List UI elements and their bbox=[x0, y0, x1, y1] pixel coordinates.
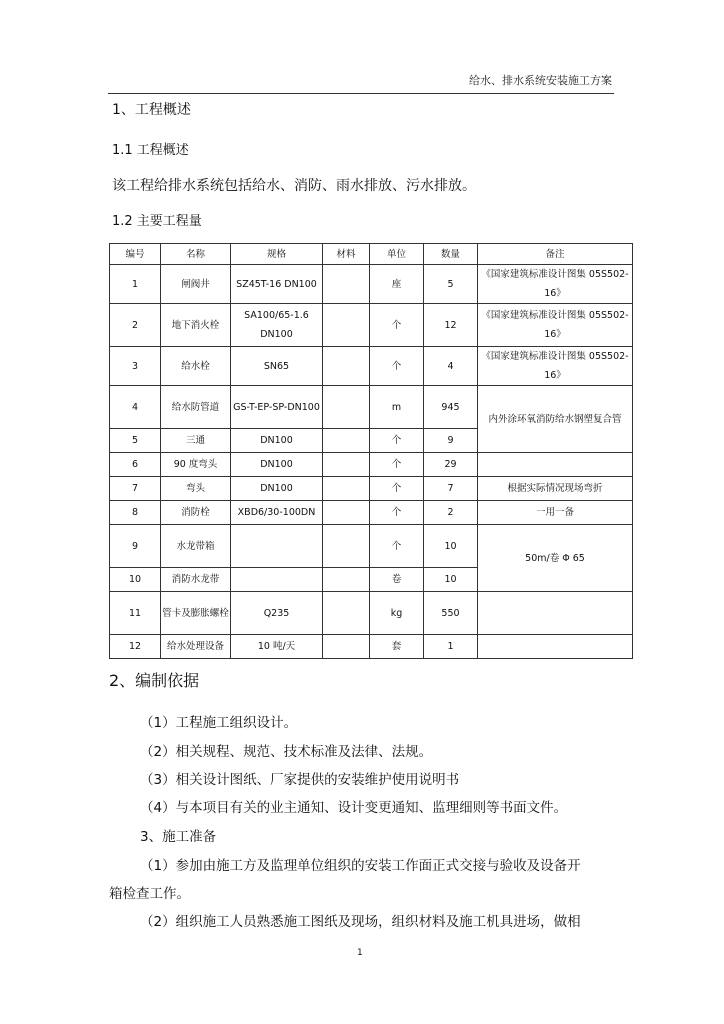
cell-note bbox=[478, 453, 633, 477]
cell-spec: Q235 bbox=[231, 592, 323, 635]
subsection-1-1-heading: 1.1 工程概述 bbox=[112, 143, 189, 158]
cell-unit: 个 bbox=[370, 501, 424, 525]
cell-qty: 550 bbox=[424, 592, 478, 635]
cell-spec: GS-T-EP-SP-DN100 bbox=[231, 386, 323, 429]
cell-qty: 4 bbox=[424, 347, 478, 386]
cell-material bbox=[323, 592, 370, 635]
cell-name: 弯头 bbox=[161, 477, 231, 501]
cell-no: 1 bbox=[110, 265, 161, 304]
cell-no: 9 bbox=[110, 525, 161, 568]
cell-note: 《国家建筑标准设计图集 05S502-16》 bbox=[478, 265, 633, 304]
cell-unit: 个 bbox=[370, 429, 424, 453]
cell-qty: 1 bbox=[424, 635, 478, 659]
cell-unit: 个 bbox=[370, 453, 424, 477]
cell-unit: 个 bbox=[370, 347, 424, 386]
overview-paragraph: 该工程给排水系统包括给水、消防、雨水排放、污水排放。 bbox=[112, 178, 476, 194]
cell-material bbox=[323, 386, 370, 429]
cell-note-merged: 50m/卷 Φ 65 bbox=[478, 525, 633, 592]
header-material: 材料 bbox=[323, 244, 370, 265]
cell-name: 消防水龙带 bbox=[161, 568, 231, 592]
cell-no: 10 bbox=[110, 568, 161, 592]
header-no: 编号 bbox=[110, 244, 161, 265]
cell-unit: 个 bbox=[370, 477, 424, 501]
cell-material bbox=[323, 635, 370, 659]
header-unit: 单位 bbox=[370, 244, 424, 265]
cell-no: 6 bbox=[110, 453, 161, 477]
cell-qty: 2 bbox=[424, 501, 478, 525]
cell-name: 管卡及膨胀螺栓 bbox=[161, 592, 231, 635]
cell-material bbox=[323, 477, 370, 501]
cell-note: 根据实际情况现场弯折 bbox=[478, 477, 633, 501]
cell-note: 一用一备 bbox=[478, 501, 633, 525]
cell-qty: 10 bbox=[424, 525, 478, 568]
cell-no: 12 bbox=[110, 635, 161, 659]
cell-spec: DN100 bbox=[231, 453, 323, 477]
cell-no: 3 bbox=[110, 347, 161, 386]
header-spec: 规格 bbox=[231, 244, 323, 265]
cell-unit: 套 bbox=[370, 635, 424, 659]
cell-material bbox=[323, 501, 370, 525]
basis-item-4: （4）与本项目有关的业主通知、设计变更通知、监理细则等书面文件。 bbox=[140, 800, 568, 816]
cell-material bbox=[323, 304, 370, 347]
cell-material bbox=[323, 429, 370, 453]
cell-name: 90 度弯头 bbox=[161, 453, 231, 477]
cell-qty: 29 bbox=[424, 453, 478, 477]
subsection-1-2-heading: 1.2 主要工程量 bbox=[112, 214, 202, 229]
cell-spec: XBD6/30-100DN bbox=[231, 501, 323, 525]
cell-qty: 945 bbox=[424, 386, 478, 429]
cell-note: 《国家建筑标准设计图集 05S502-16》 bbox=[478, 347, 633, 386]
cell-unit: 个 bbox=[370, 304, 424, 347]
section-3-heading: 3、施工准备 bbox=[140, 829, 217, 845]
cell-name: 水龙带箱 bbox=[161, 525, 231, 568]
table-row bbox=[110, 347, 633, 386]
cell-no: 8 bbox=[110, 501, 161, 525]
cell-qty: 12 bbox=[424, 304, 478, 347]
cell-unit: 个 bbox=[370, 525, 424, 568]
cell-material bbox=[323, 453, 370, 477]
table-row bbox=[110, 453, 633, 477]
cell-spec: SN65 bbox=[231, 347, 323, 386]
cell-spec: 10 吨/天 bbox=[231, 635, 323, 659]
table-row bbox=[110, 386, 633, 429]
header-qty: 数量 bbox=[424, 244, 478, 265]
table-row bbox=[110, 525, 633, 568]
header-note: 备注 bbox=[478, 244, 633, 265]
cell-unit: 卷 bbox=[370, 568, 424, 592]
cell-qty: 7 bbox=[424, 477, 478, 501]
cell-spec: SZ45T-16 DN100 bbox=[231, 265, 323, 304]
cell-unit: kg bbox=[370, 592, 424, 635]
table-row bbox=[110, 265, 633, 304]
cell-no: 5 bbox=[110, 429, 161, 453]
cell-note: 《国家建筑标准设计图集 05S502-16》 bbox=[478, 304, 633, 347]
cell-material bbox=[323, 265, 370, 304]
table-row bbox=[110, 501, 633, 525]
table-row bbox=[110, 477, 633, 501]
cell-name: 给水处理设备 bbox=[161, 635, 231, 659]
table-header-row bbox=[110, 244, 633, 265]
prep-item-1-line-1: （1）参加由施工方及监理单位组织的安装工作面正式交接与验收及设备开 bbox=[140, 858, 581, 874]
page-number: 1 bbox=[357, 948, 363, 958]
table-row bbox=[110, 635, 633, 659]
cell-material bbox=[323, 525, 370, 568]
cell-spec: DN100 bbox=[231, 477, 323, 501]
cell-spec: SA100/65-1.6 DN100 bbox=[231, 304, 323, 347]
cell-unit: m bbox=[370, 386, 424, 429]
cell-unit: 座 bbox=[370, 265, 424, 304]
quantity-table bbox=[109, 243, 633, 659]
cell-name: 给水防管道 bbox=[161, 386, 231, 429]
prep-item-1-line-2: 箱检查工作。 bbox=[109, 886, 190, 902]
cell-name: 闸阀井 bbox=[161, 265, 231, 304]
cell-no: 4 bbox=[110, 386, 161, 429]
cell-material bbox=[323, 568, 370, 592]
cell-spec: DN100 bbox=[231, 429, 323, 453]
cell-note-merged: 内外涂环氧消防给水钢塑复合管 bbox=[478, 386, 633, 453]
cell-qty: 9 bbox=[424, 429, 478, 453]
cell-qty: 5 bbox=[424, 265, 478, 304]
section-1-heading: 1、工程概述 bbox=[112, 102, 191, 118]
cell-material bbox=[323, 347, 370, 386]
header-rule bbox=[108, 93, 614, 94]
basis-item-3: （3）相关设计图纸、厂家提供的安装维护使用说明书 bbox=[140, 772, 460, 788]
basis-item-2: （2）相关规程、规范、技术标准及法律、法规。 bbox=[140, 744, 433, 760]
prep-item-2-line-1: （2）组织施工人员熟悉施工图纸及现场，组织材料及施工机具进场，做相 bbox=[140, 914, 581, 930]
cell-qty: 10 bbox=[424, 568, 478, 592]
cell-note bbox=[478, 635, 633, 659]
cell-name: 给水栓 bbox=[161, 347, 231, 386]
basis-item-1: （1）工程施工组织设计。 bbox=[140, 715, 298, 731]
cell-spec bbox=[231, 525, 323, 568]
cell-name: 消防栓 bbox=[161, 501, 231, 525]
cell-no: 2 bbox=[110, 304, 161, 347]
table-row bbox=[110, 304, 633, 347]
header-title: 给水、排水系统安装施工方案 bbox=[469, 74, 612, 87]
cell-no: 7 bbox=[110, 477, 161, 501]
cell-no: 11 bbox=[110, 592, 161, 635]
header-name: 名称 bbox=[161, 244, 231, 265]
cell-spec bbox=[231, 568, 323, 592]
cell-note bbox=[478, 592, 633, 635]
table-row bbox=[110, 592, 633, 635]
cell-name: 三通 bbox=[161, 429, 231, 453]
section-2-heading: 2、编制依据 bbox=[109, 671, 200, 690]
cell-name: 地下消火栓 bbox=[161, 304, 231, 347]
